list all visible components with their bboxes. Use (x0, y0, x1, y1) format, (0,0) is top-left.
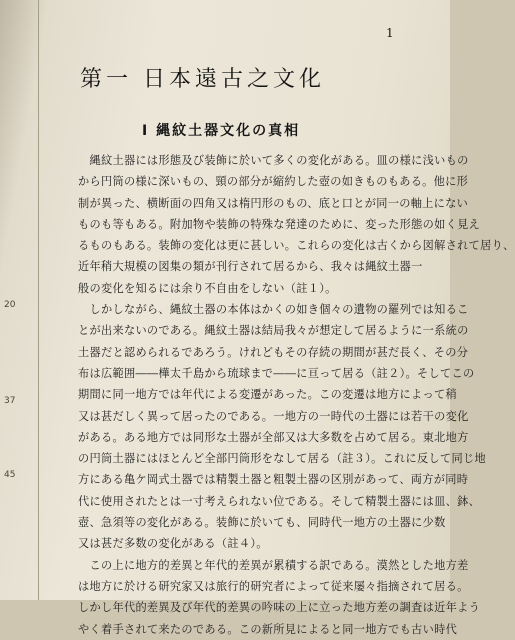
text-line: 土器だと認められるであろう。けれどもその存続の期間が甚だ長く、その分 (78, 345, 469, 359)
text-line: 又は甚だしく異って居ったのである。一地方の一時代の土器には若干の変化 (78, 409, 469, 423)
body-text (78, 150, 515, 640)
text-line: 布は広範囲――樺太千島から琉球まで――に亘って居る（註２）。そしてこの (78, 366, 475, 380)
text-line: 壺、急須等の変化がある。装飾に於いても、同時代一地方の土器に少数 (78, 516, 446, 530)
margin-number: 37 (4, 396, 16, 406)
section-heading: I 縄紋土器文化の真相 (142, 123, 301, 139)
margin-number: 45 (4, 470, 16, 480)
text-line: の円筒土器にはほとんど全部円筒形をなして居る（註３）。これに反して同じ地 (78, 452, 486, 466)
text-line: とが出来ないのである。縄紋土器は結局我々が想定して居るように一系統の (78, 324, 469, 338)
text-line: るものもある。装飾の変化は更に甚しい。これらの変化は古くから図解されて居り、 (78, 239, 515, 253)
text-line: から円筒の様に深いもの、頸の部分が縮約した壺の如きものもある。他に形 (78, 175, 469, 189)
text-line: しかし年代的差異及び年代的差異の吟味の上に立った地方差の調査は近年よう (78, 601, 481, 615)
text-line: 近年稍大規模の図集の類が刊行されて居るから、我々は縄紋土器一 (78, 260, 423, 274)
text-line: しかしながら、縄紋土器の本体はかくの如き個々の遺物の羅列では知るこ (78, 303, 469, 317)
text-line: 期間に同一地方では年代による変遷があった。この変遷は地方によって稍 (78, 388, 457, 402)
text-line: 縄紋土器には形態及び装飾に於いて多くの変化がある。皿の様に浅いもの (78, 154, 469, 167)
text-line: この上に地方的差異と年代的差異が累積する訳である。漠然とした地方差 (78, 558, 469, 572)
facing-page-edge (38, 0, 39, 600)
text-line: 又は甚だ多数の変化がある（註４）。 (78, 537, 268, 551)
text-line: 般の変化を知るには余り不自由をしない（註１）。 (78, 281, 337, 295)
text-line: やく着手されて来たのである。この新所見によると同一地方でも古い時代 (78, 622, 458, 636)
chapter-title: 第一 日本遠古之文化 (80, 67, 325, 92)
text-line: は地方に於ける研究家又は旅行的研究者によって従来屡々指摘されて居る。 (78, 579, 469, 593)
margin-number: 20 (4, 300, 16, 310)
text-line: 代に使用されたとは一寸考えられない位である。そして精製土器には皿、鉢、 (78, 494, 481, 508)
page-number: 1 (386, 26, 394, 40)
text-line: がある。ある地方では同形な土器が全部又は大多数を占めて居る。東北地方 (78, 430, 469, 444)
text-line: 制が異った、横断面の四角又は楕円形のもの、底と口とが同一の軸上にない (78, 196, 469, 210)
text-line: ものも等もある。附加物や装飾の特殊な発達のために、変った形態の如く見え (78, 217, 481, 231)
text-line: 方にある亀ケ岡式土器では精製土器と粗製土器の区別があって、両方が同時 (78, 473, 469, 487)
